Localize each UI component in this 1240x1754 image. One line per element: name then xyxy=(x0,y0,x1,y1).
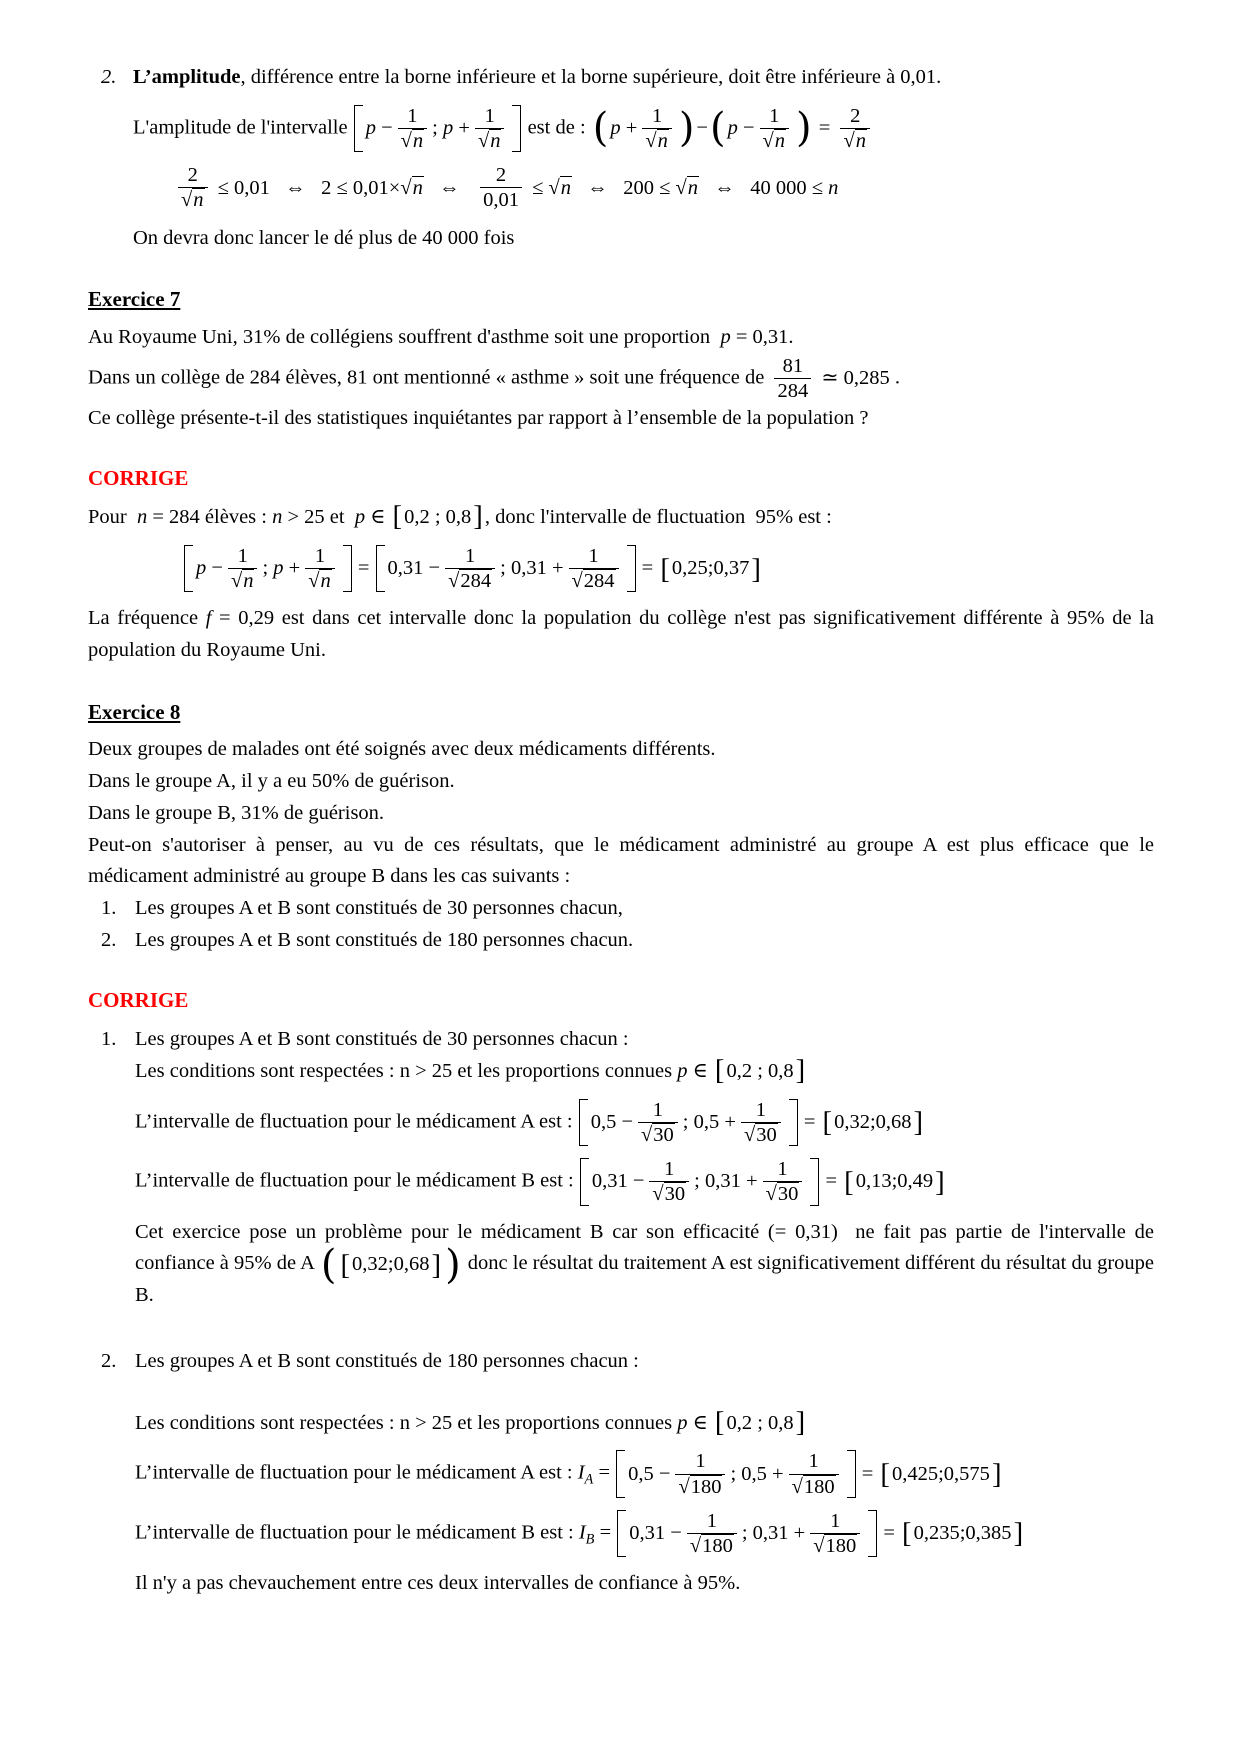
corrige-7-heading: CORRIGE xyxy=(88,465,189,490)
corrige-7-formula: p − $\frac{1}{√n}$ ; p + $\frac{1}{√n}$ = 0,31 − $\frac{1}{√284}$ ; 0,31 + $\frac{1}{√284}$ = [ 0,25;0,37 ] xyxy=(183,544,1154,593)
exercise-8-item-2-text: Les groupes A et B sont constitués de 180 personnes chacun. xyxy=(135,928,634,951)
exercise-8-item-1-text: Les groupes A et B sont constitués de 30 personnes chacun, xyxy=(135,897,623,920)
exercise-8-line-1: Deux groupes de malades ont été soignés avec deux médicaments différents. xyxy=(88,738,716,761)
corrige-8-case-2 xyxy=(88,1346,1154,1378)
exercise-7-heading: Exercice 7 xyxy=(88,287,181,312)
corrige-7-intro: Pour n = 284 élèves : n > 25 et p ∈ [0,2 ; 0,8], donc l'intervalle de fluctuation 95% est : xyxy=(88,500,832,533)
exercise-8-line-2: Dans le groupe A, il y a eu 50% de guérison. xyxy=(88,770,455,793)
corrige-8-case-1-body xyxy=(135,1056,1154,1312)
amplitude-formula: L'amplitude de l'intervalle p − $\frac{1}{√n}$ ; p + $\frac{1}{√n}$ est de : ( p + $\frac{1}{√n}$ ) − ( p − $\frac{1}{√n}$ ) = $\frac{2}{√n}$ xyxy=(133,104,1154,153)
interval-medicament-a-30: L’intervalle de fluctuation pour le médicament A est : 0,5 − $\frac{1}{√30}$ ; 0,5 + $\frac{1}{√30}$ = [ 0,32;0,68 ] xyxy=(135,1098,924,1146)
corrige-8-case-2-title: Les groupes A et B sont constitués de 180 personnes chacun : xyxy=(135,1349,639,1372)
exercise-7-line-1: Au Royaume Uni, 31% de collégiens souffrent d'asthme soit une proportion p = 0,31. xyxy=(88,325,794,348)
exercise-8-item-2 xyxy=(88,925,1154,957)
list-number: 2. xyxy=(101,928,117,951)
case-2-conclusion: Il n'y a pas chevauchement entre ces deux intervalles de confiance à 95%. xyxy=(135,1572,741,1595)
exercise-8-line-3: Dans le groupe B, 31% de guérison. xyxy=(88,801,385,824)
exercise-8-heading: Exercice 8 xyxy=(88,699,181,724)
exercise-8-item-1 xyxy=(88,893,1154,925)
inequality-chain-formula: $\frac{2}{√n}$ ≤ 0,01 ⇔ 2 ≤ 0,01×√n ⇔ $\frac{2}{0,01}$ ≤ √n ⇔ 200 ≤ √n ⇔ 40 000 ≤ n xyxy=(173,163,1154,212)
list-number: 1. xyxy=(101,1028,117,1051)
interval-medicament-a-180: L’intervalle de fluctuation pour le médicament A est : $I_A$ = 0,5 − $\frac{1}{√180}$ ; 0,5 + $\frac{1}{√180}$ = [ 0,425;0,575 ] xyxy=(135,1450,1002,1498)
conditions-line: Les conditions sont respectées : n > 25 et les proportions connues p ∈ [0,2 ; 0,8] xyxy=(135,1405,806,1438)
interval-medicament-b-180: L’intervalle de fluctuation pour le médicament B est : $I_B$ = 0,31 − $\frac{1}{√180}$ ; 0,31 + $\frac{1}{√180}$ = [ 0,235;0,385 ] xyxy=(135,1509,1024,1557)
corrige-8-case-1-title: Les groupes A et B sont constitués de 30 personnes chacun : xyxy=(135,1028,629,1051)
corrige-8-case-1 xyxy=(88,1024,1154,1056)
corrige-8-case-2-body xyxy=(135,1405,1154,1600)
list-number: 1. xyxy=(101,897,117,920)
amplitude-list-item xyxy=(88,62,1154,94)
case-1-conclusion: Cet exercice pose un problème pour le médicament B car son efficacité (= 0,31) ne fait pas partie de l'intervalle de confiance à 95% de A ( [ 0,32;0,68 ] ) donc le résultat du traitement A est significativement différent du résultat du groupe B. xyxy=(135,1220,1155,1307)
exercise-8-question: Peut-on s'autoriser à penser, au vu de ces résultats, que le médicament administré au groupe A est plus efficace que le médicament administré au groupe B dans les cas suivants : xyxy=(88,833,1154,888)
list-number: 2. xyxy=(101,1349,117,1372)
corrige-8-heading: CORRIGE xyxy=(88,987,189,1012)
exercise-7-line-3: Ce collège présente-t-il des statistiques inquiétantes par rapport à l’ensemble de la population ? xyxy=(88,406,869,429)
list-number: 2. xyxy=(101,66,117,88)
exercise-7-line-2: Dans un collège de 284 élèves, 81 ont mentionné « asthme » soit une fréquence de $\frac{81}{284}$ ≃ 0,285 . xyxy=(88,354,900,402)
amplitude-text: L’amplitude, différence entre la borne inférieure et la borne supérieure, doit être inférieure à 0,01. xyxy=(133,66,942,88)
corrige-7-conclusion: La fréquence f = 0,29 est dans cet intervalle donc la population du collège n'est pas significativement différente à 95% de la population du Royaume Uni. xyxy=(88,607,1154,662)
interval-medicament-b-30: L’intervalle de fluctuation pour le médicament B est : 0,31 − $\frac{1}{√30}$ ; 0,31 + $\frac{1}{√30}$ = [ 0,13;0,49 ] xyxy=(135,1158,945,1206)
dice-conclusion: On devra donc lancer le dé plus de 40 000 fois xyxy=(133,226,515,249)
conditions-line: Les conditions sont respectées : n > 25 et les proportions connues p ∈ [0,2 ; 0,8] xyxy=(135,1054,806,1087)
